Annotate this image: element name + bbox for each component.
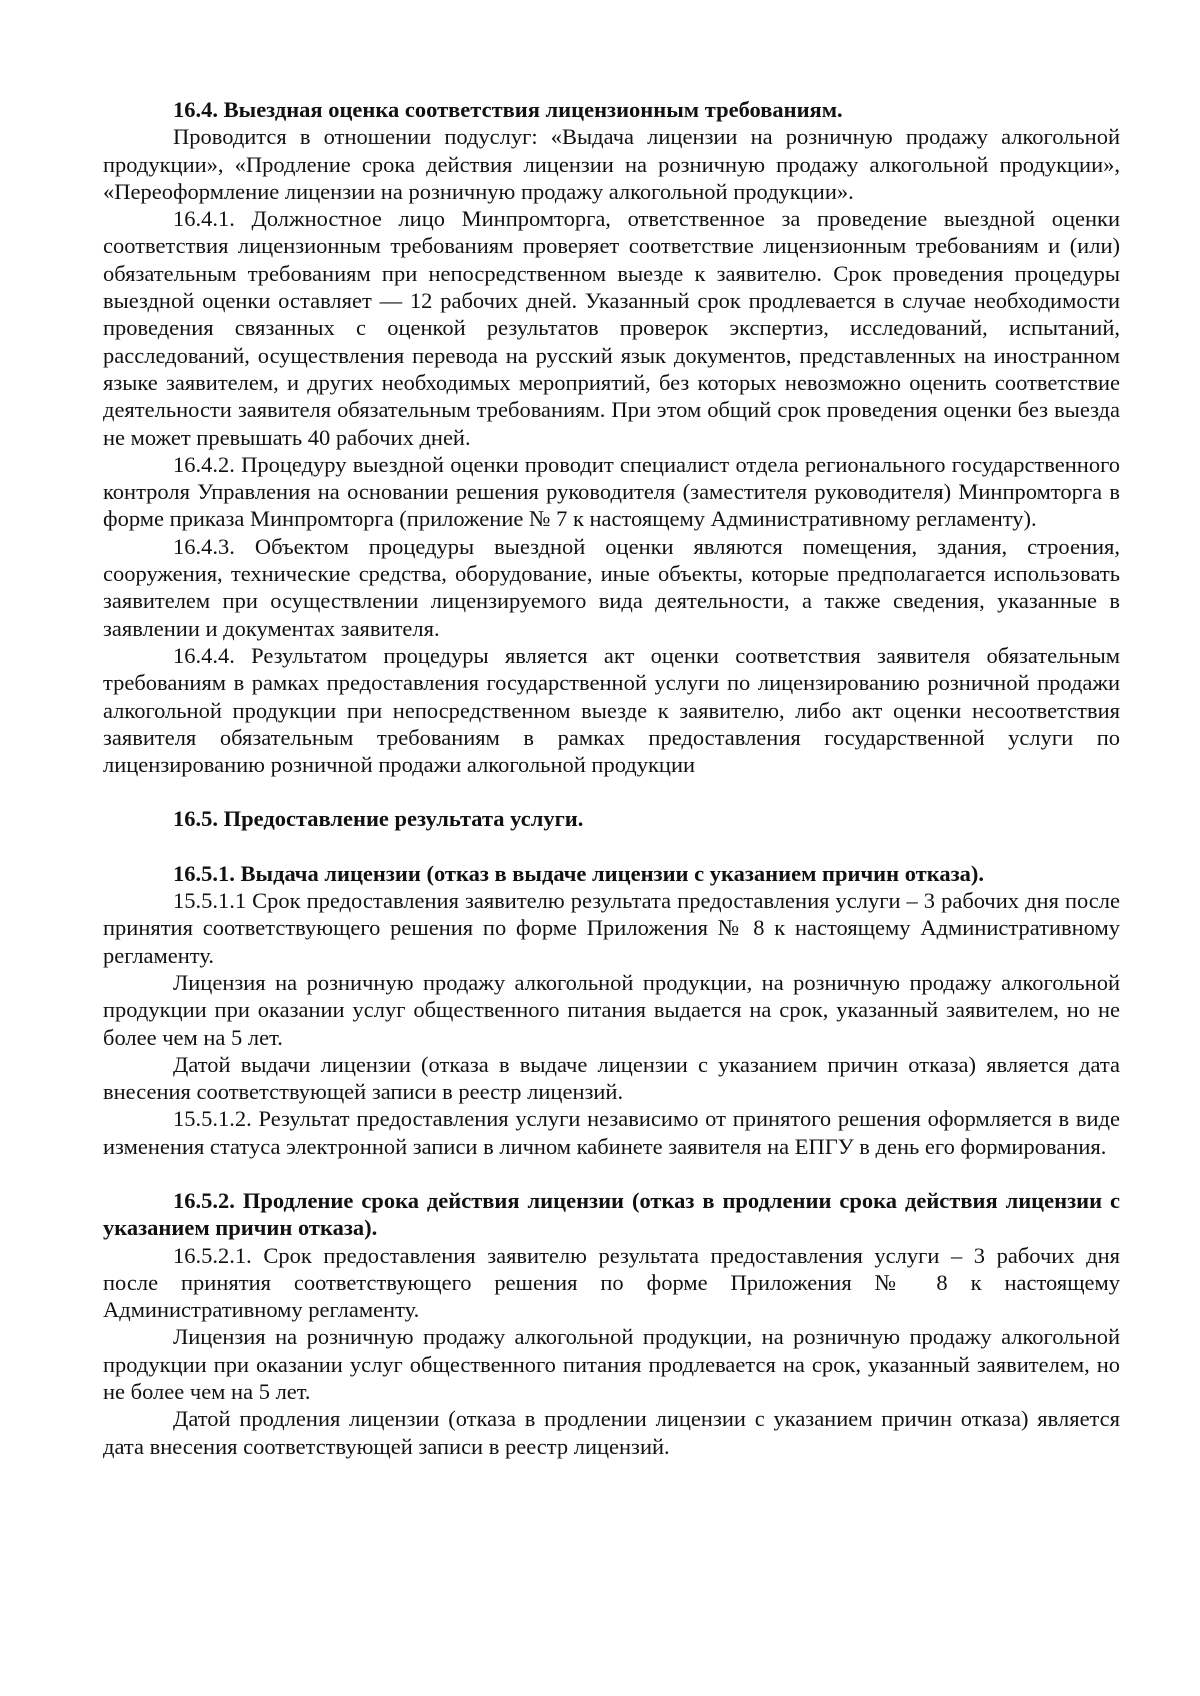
paragraph-15-5-1-2: 15.5.1.2. Результат предоставления услуги независимо от принятого решения оформляется в виде изменения статуса электронной записи в личном кабинете заявителя на ЕПГУ в день его формирования. — [103, 1106, 1120, 1159]
paragraph-16-4-4: 16.4.4. Результатом процедуры является акт оценки соответствия заявителя обязательным требованиям в рамках предоставления государственной услуги по лицензированию розничной продажи алкогольной продукции при непосредственном выезде к заявителю, либо акт оценки несоответствия заявителя обязательным требованиям в рамках предоставления государственной услуги по лицензированию розничной продажи алкогольной продукции — [103, 642, 1120, 778]
paragraph-extension-term: Лицензия на розничную продажу алкогольной продукции, на розничную продажу алкогольной продукции при оказании услуг общественного питания продлевается на срок, указанный заявителем, но не более чем на 5 лет. — [103, 1324, 1120, 1405]
paragraph-license-term: Лицензия на розничную продажу алкогольной продукции, на розничную продажу алкогольной продукции при оказании услуг общественного питания выдается на срок, указанный заявителем, но не более чем на 5 лет. — [103, 969, 1120, 1050]
section-heading-16-5-2: 16.5.2. Продление срока действия лицензии (отказ в продлении срока действия лицензии с указанием причин отказа). — [103, 1187, 1120, 1241]
section-heading-16-4: 16.4. Выездная оценка соответствия лицензионным требованиям. — [173, 97, 843, 122]
document-page — [103, 96, 1120, 1460]
paragraph-16-4-1: 16.4.1. Должностное лицо Минпромторга, ответственное за проведение выездной оценки соответствия лицензионным требованиям проверяет соответствие лицензионным требованиям и (или) обязательным требованиям при непосредственном выезде к заявителю. Срок проведения процедуры выездной оценки оставляет — 12 рабочих дней. Указанный срок продлевается в случае необходимости проведения связанных с оценкой результатов проверок экспертиз, исследований, испытаний, расследований, осуществления перевода на русский язык документов, представленных на иностранном языке заявителем, и других необходимых мероприятий, без которых невозможно оценить соответствие деятельности заявителя обязательным требованиям. При этом общий срок проведения оценки без выезда не может превышать 40 рабочих дней. — [103, 206, 1120, 450]
paragraph-16-5-2-1: 16.5.2.1. Срок предоставления заявителю результата предоставления услуги – 3 рабочих дня после принятия соответствующего решения по форме Приложения № 8 к настоящему Административному регламенту. — [103, 1242, 1120, 1323]
paragraph-16-4-3: 16.4.3. Объектом процедуры выездной оценки являются помещения, здания, строения, сооружения, технические средства, оборудование, иные объекты, которые предполагается использовать заявителем при осуществлении лицензируемого вида деятельности, а также сведения, указанные в заявлении и документах заявителя. — [103, 533, 1120, 641]
paragraph-16-4-2: 16.4.2. Процедуру выездной оценки проводит специалист отдела регионального государственного контроля Управления на основании решения руководителя (заместителя руководителя) Минпромторга в форме приказа Минпромторга (приложение № 7 к настоящему Административному регламенту). — [103, 451, 1120, 532]
paragraph-issue-date: Датой выдачи лицензии (отказа в выдаче лицензии с указанием причин отказа) является дата внесения соответствующей записи в реестр лицензий. — [103, 1051, 1120, 1105]
paragraph-15-5-1-1: 15.5.1.1 Срок предоставления заявителю результата предоставления услуги – 3 рабочих дня после принятия соответствующего решения по форме Приложения № 8 к настоящему Административному регламенту. — [103, 888, 1120, 968]
paragraph-extension-date: Датой продления лицензии (отказа в продлении лицензии с указанием причин отказа) является дата внесения соответствующей записи в реестр лицензий. — [103, 1406, 1120, 1459]
section-heading-16-5-1: 16.5.1. Выдача лицензии (отказ в выдаче лицензии с указанием причин отказа). — [173, 860, 984, 886]
section-heading-16-5: 16.5. Предоставление результата услуги. — [173, 806, 584, 832]
paragraph-scope: Проводится в отношении подуслуг: «Выдача лицензии на розничную продажу алкогольной продукции», «Продление срока действия лицензии на розничную продажу алкогольной продукции», «Переоформление лицензии на розничную продажу алкогольной продукции». — [103, 124, 1120, 204]
